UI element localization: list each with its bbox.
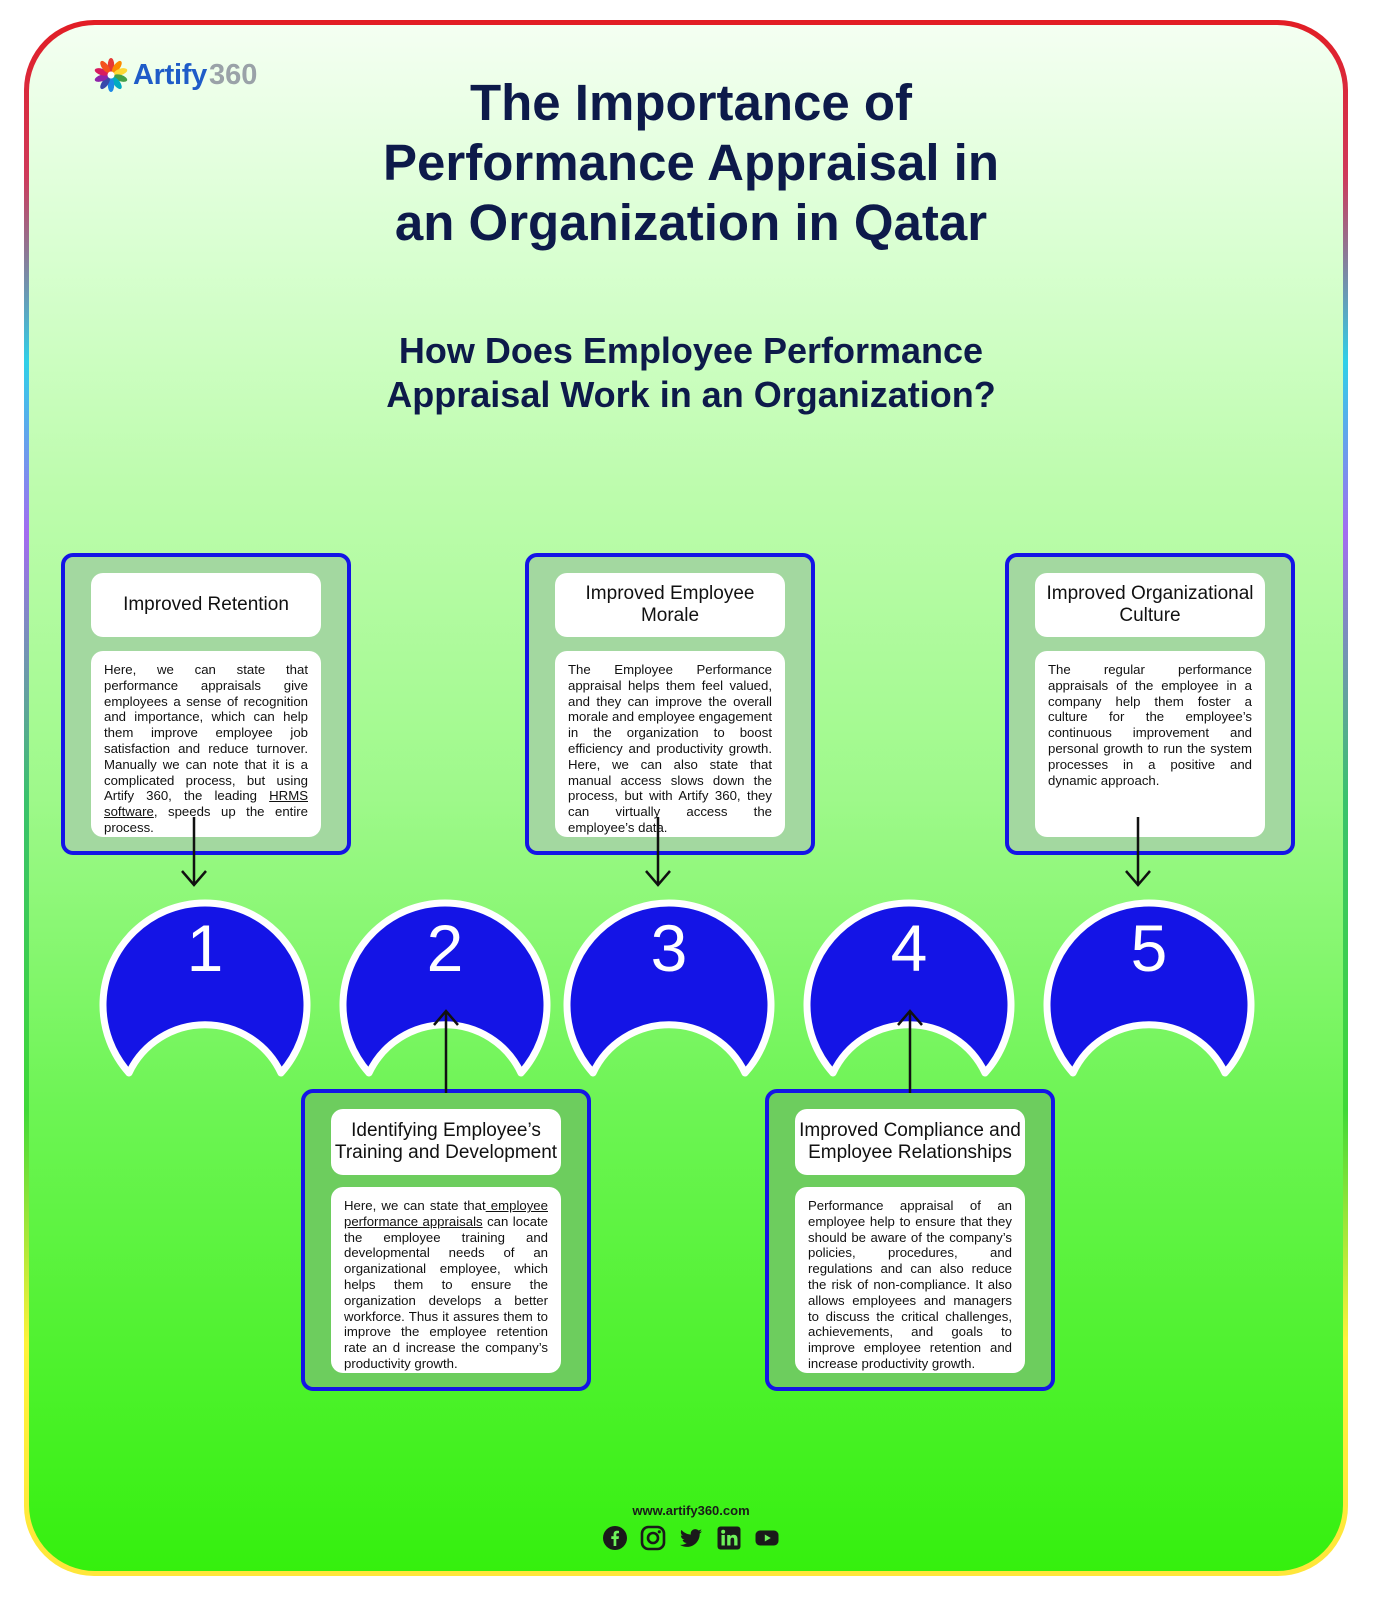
gradient-frame xyxy=(24,20,1348,1576)
facebook-icon[interactable] xyxy=(602,1525,628,1551)
step-card-body xyxy=(555,651,785,837)
infographic-canvas xyxy=(29,25,1343,1571)
step-card-3 xyxy=(525,553,815,855)
page-title xyxy=(29,73,1343,253)
instagram-icon[interactable] xyxy=(640,1525,666,1551)
step-card-heading: Improved Compliance and Employee Relationships xyxy=(795,1109,1025,1175)
arrow-up-icon xyxy=(431,1009,461,1093)
arrow-down-icon xyxy=(643,817,673,889)
body-text: Here, we can state that xyxy=(344,1198,486,1213)
step-circle-3 xyxy=(563,895,775,1105)
arrow-down-icon xyxy=(1123,817,1153,889)
step-circle-1 xyxy=(99,895,311,1105)
step-card-body xyxy=(91,651,321,837)
body-text: The Employee Performance appraisal helps them feel valued, and they can improve the overall morale and employee engagement in the organization to boost efficiency and productivity growth. Here, we can also state that manual access slows down the process, but with Artify 360, they can virtually access the employee’s data. xyxy=(568,662,772,835)
title-line: an Organization in Qatar xyxy=(394,194,988,251)
page-subtitle xyxy=(29,329,1343,417)
subtitle-line: How Does Employee Performance xyxy=(398,330,984,371)
step-card-heading: Identifying Employee’s Training and Development xyxy=(331,1109,561,1175)
step-card-heading: Improved Employee Morale xyxy=(555,573,785,637)
body-text: , speeds up the entire process. xyxy=(104,804,308,835)
logo-number-text: 360 xyxy=(208,58,258,91)
body-text: Performance appraisal of an employee help to ensure that they should be aware of the company’s policies, procedures, and regulations and can also reduce the risk of non-compliance. It also allows employees and managers to discuss the critical challenges, achievements, and goals to improve employee retention and increase productivity growth. xyxy=(808,1198,1012,1371)
twitter-icon[interactable] xyxy=(678,1525,704,1551)
step-card-body xyxy=(1035,651,1265,837)
title-line: The Importance of xyxy=(469,74,913,131)
step-circle-5 xyxy=(1043,895,1255,1105)
subtitle-line: Appraisal Work in an Organization? xyxy=(386,374,996,415)
step-card-body xyxy=(331,1187,561,1373)
step-card-1 xyxy=(61,553,351,855)
body-text: Here, we can state that performance appraisals give employees a sense of recognition and importance, which can help them improve employee job satisfaction and reduce turnover. Manually we can note that it is a complicated process, but using Artify 360, the leading xyxy=(104,662,308,804)
website-link[interactable]: www.artify360.com xyxy=(632,1503,750,1518)
title-line: Performance Appraisal in xyxy=(383,134,999,191)
step-card-body xyxy=(795,1187,1025,1373)
logo-brand-text: Artify xyxy=(133,58,207,91)
arrow-down-icon xyxy=(179,817,209,889)
step-card-5 xyxy=(1005,553,1295,855)
linkedin-icon[interactable] xyxy=(716,1525,742,1551)
step-number: 1 xyxy=(186,911,224,985)
step-number: 5 xyxy=(1130,911,1168,985)
youtube-icon[interactable] xyxy=(754,1525,780,1551)
body-text: The regular performance appraisals of the employee in a company help them foster a culture for the employee’s continuous improvement and personal growth to run the system processes in a positive and dynamic approach. xyxy=(1048,662,1252,788)
hrms-software-link[interactable]: HRMS software xyxy=(104,788,308,820)
social-links xyxy=(29,1525,1343,1551)
step-number: 2 xyxy=(426,911,464,985)
step-card-2 xyxy=(301,1089,591,1391)
step-card-heading: Improved Organizational Culture xyxy=(1035,573,1265,637)
step-number: 3 xyxy=(650,911,688,985)
step-number: 4 xyxy=(890,911,928,985)
step-card-heading: Improved Retention xyxy=(91,573,321,637)
employee-performance-appraisals-link[interactable]: employee performance appraisals xyxy=(344,1198,548,1229)
body-text: can locate the employee training and developmental needs of an organizational employee, which helps them to ensure the organization develops a better workforce. Thus it assures them to improve the employee retention rate an d increase the company’s productivity growth. xyxy=(344,1213,548,1371)
arrow-up-icon xyxy=(895,1009,925,1093)
step-card-4 xyxy=(765,1089,1055,1391)
